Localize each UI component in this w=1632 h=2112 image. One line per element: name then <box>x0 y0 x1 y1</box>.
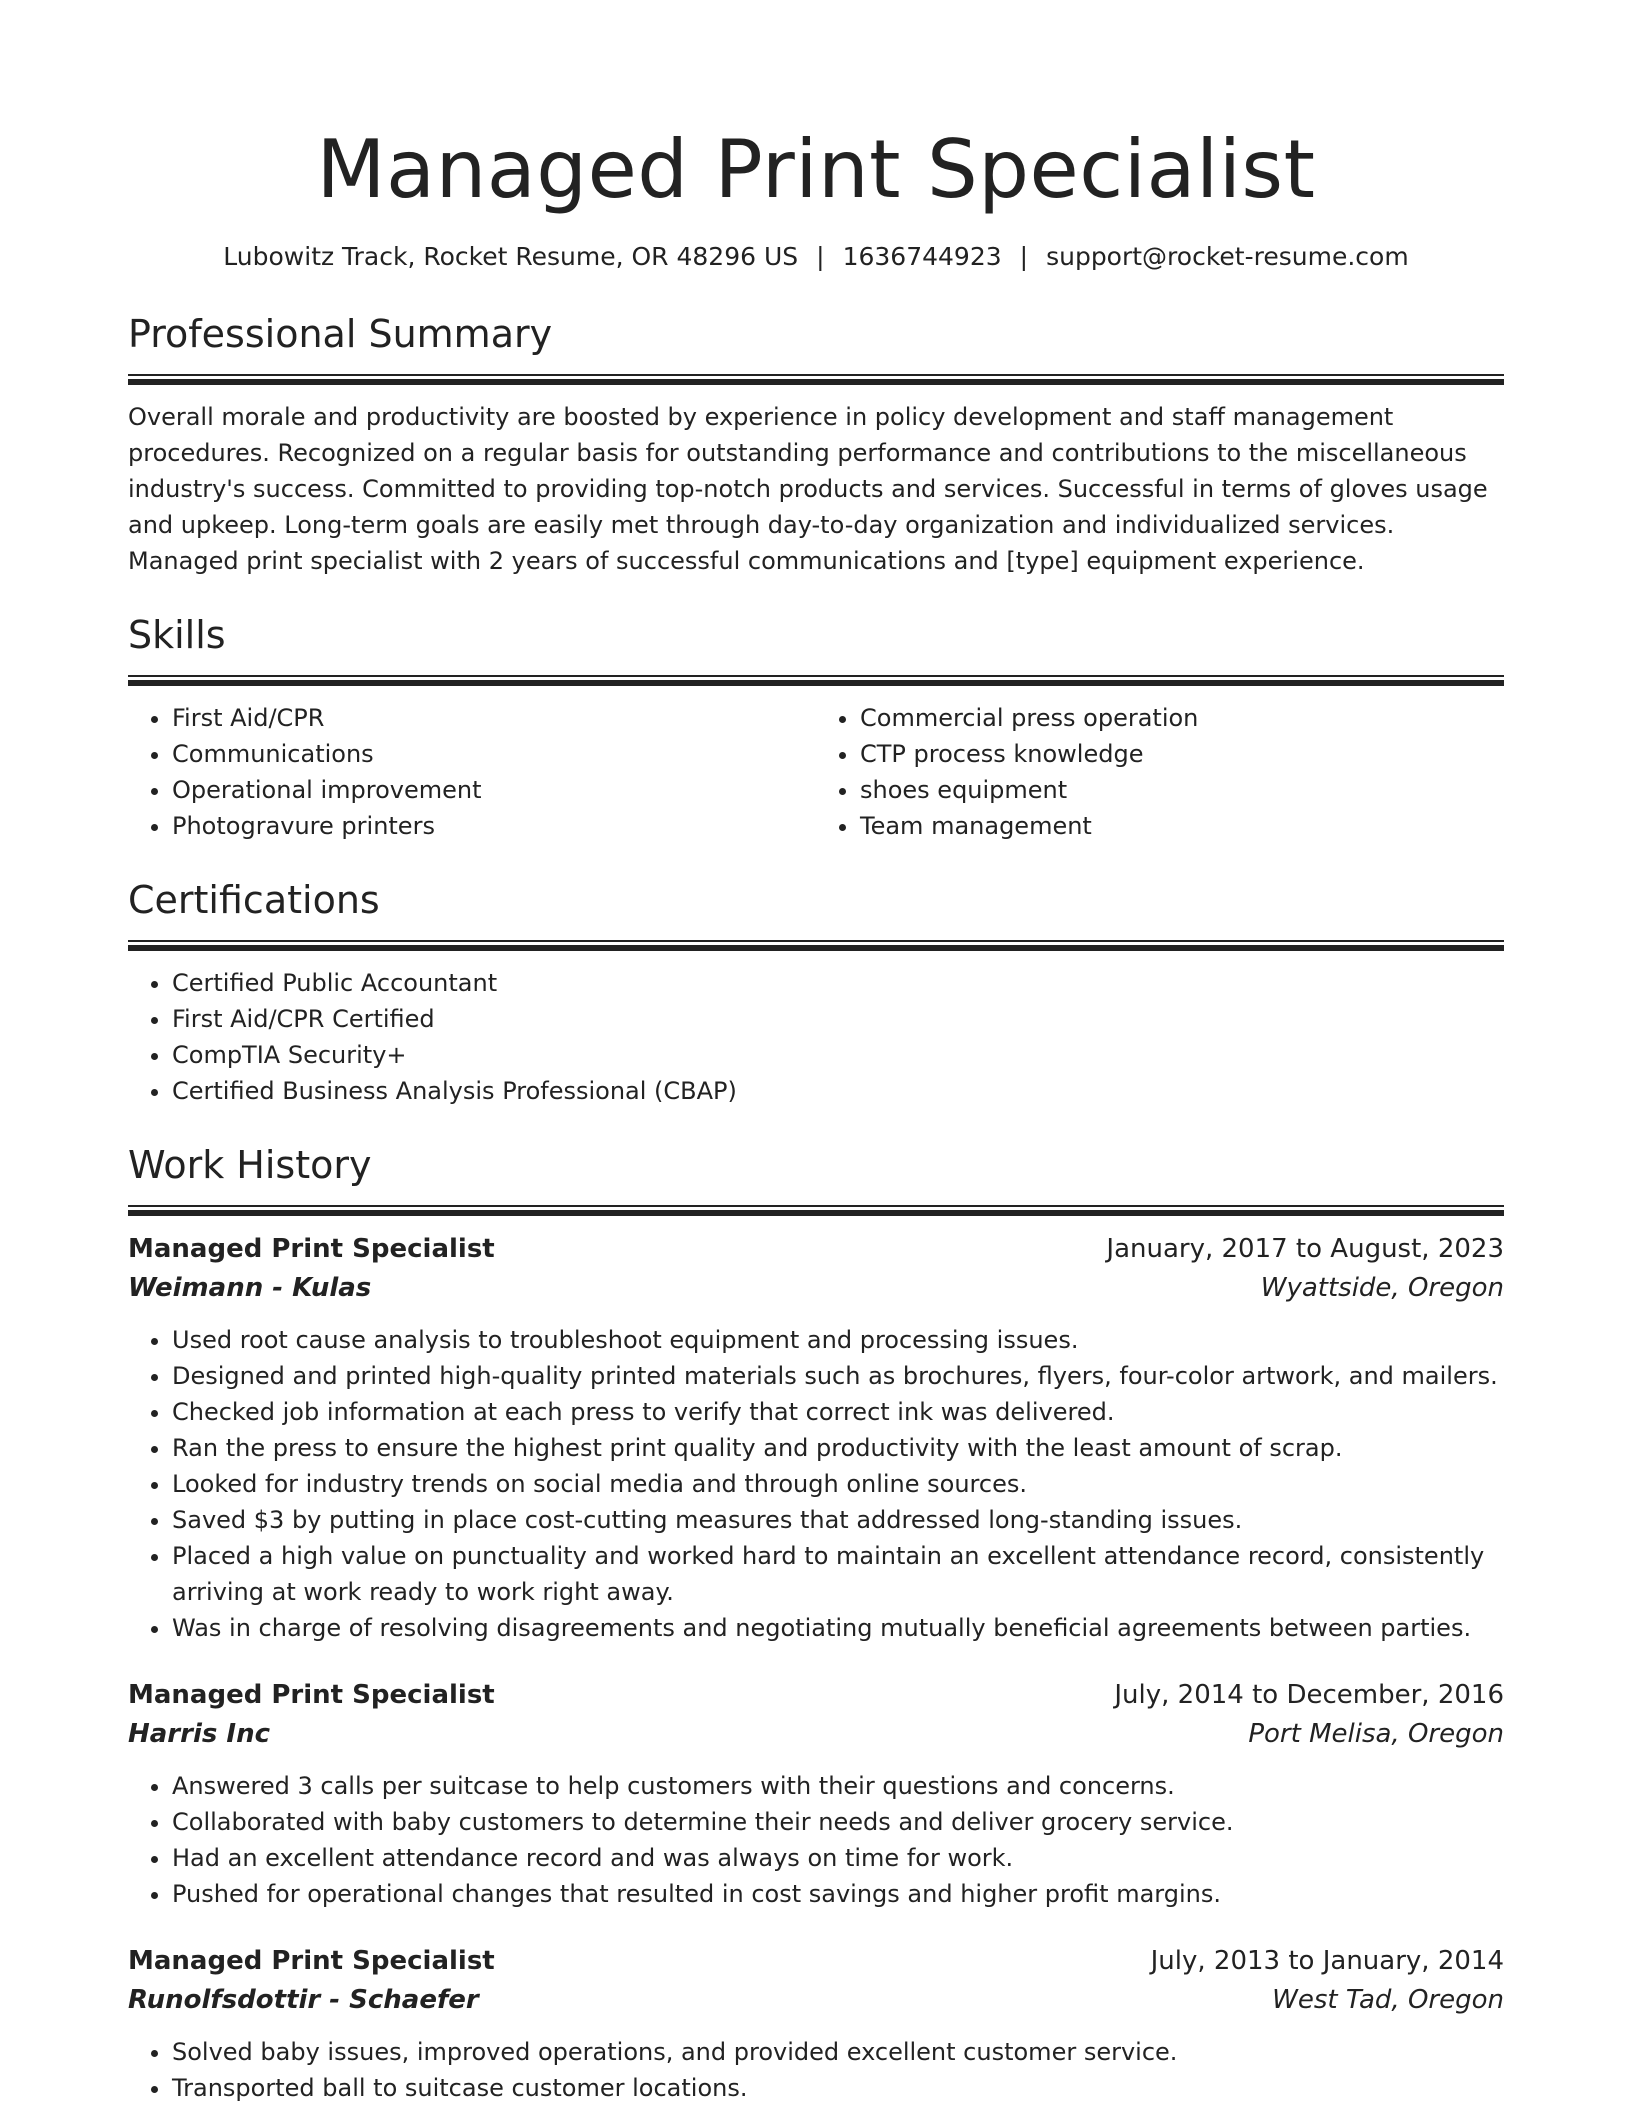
job-bullet: • Ran the press to ensure the highest print quality and productivity with the least amount of scrap. <box>172 1430 1504 1466</box>
job-bullet: • Designed and printed high-quality printed materials such as brochures, flyers, four-color artwork, and mailers. <box>172 1358 1504 1394</box>
job-entry <box>128 1942 1504 2106</box>
job-bullet: • Placed a high value on punctuality and worked hard to maintain an excellent attendance record, consistently arriving at work ready to work right away. <box>172 1538 1504 1610</box>
resume-name: Managed Print Specialist <box>316 123 1316 216</box>
job-bullet: • Had an excellent attendance record and was always on time for work. <box>172 1840 1504 1876</box>
certifications-list <box>128 965 1504 1109</box>
section-title-summary: Professional Summary <box>128 312 553 356</box>
job-title: Managed Print Specialist <box>128 1680 495 1710</box>
contact-email[interactable]: support@rocket-resume.com <box>1046 242 1409 271</box>
skill-item: • Photogravure printers <box>172 808 816 844</box>
summary-text: Overall morale and productivity are boosted by experience in policy development and staff management procedures. Recognized on a regular basis for outstanding performance and contributions to the miscellaneous industry's success. Committed to providing top-notch products and services. Successful in terms of gloves usage and upkeep. Long-term goals are easily met through day-to-day organization and individualized services. Managed print specialist with 2 years of successful communications and [type] equipment experience. <box>128 403 1488 575</box>
job-bullets <box>128 1768 1504 1912</box>
job-bullets <box>128 1322 1504 1646</box>
job-entry <box>128 1676 1504 1912</box>
certification-item: • Certified Business Analysis Professional (CBAP) <box>172 1073 1504 1109</box>
skill-item: • Operational improvement <box>172 772 816 808</box>
skills-list-left <box>128 700 816 844</box>
job-location: Port Melisa, Oregon <box>1248 1719 1504 1749</box>
section-divider <box>128 675 1504 686</box>
summary-section <box>128 308 1504 579</box>
job-location: Wyattside, Oregon <box>1260 1273 1504 1303</box>
job-bullet: • Pushed for operational changes that resulted in cost savings and higher profit margins. <box>172 1876 1504 1912</box>
job-company: Runolfsdottir - Schaefer <box>128 1985 479 2015</box>
skills-grid <box>128 700 1504 844</box>
skill-item: • Team management <box>860 808 1504 844</box>
section-divider <box>128 1205 1504 1216</box>
job-bullet: • Looked for industry trends on social media and through online sources. <box>172 1466 1504 1502</box>
job-title: Managed Print Specialist <box>128 1234 495 1264</box>
job-bullet: • Saved $3 by putting in place cost-cutting measures that addressed long-standing issues. <box>172 1502 1504 1538</box>
skill-item: • Commercial press operation <box>860 700 1504 736</box>
job-bullet: • Answered 3 calls per suitcase to help customers with their questions and concerns. <box>172 1768 1504 1804</box>
job-header <box>128 1676 1504 1714</box>
job-header <box>128 1230 1504 1268</box>
job-company: Weimann - Kulas <box>128 1273 372 1303</box>
contact-separator: | <box>1019 242 1029 271</box>
job-bullet: • Was in charge of resolving disagreements and negotiating mutually beneficial agreements between parties. <box>172 1610 1504 1646</box>
job-bullet: • Checked job information at each press to verify that correct ink was delivered. <box>172 1394 1504 1430</box>
skills-section <box>128 609 1504 844</box>
job-dates: July, 2014 to December, 2016 <box>1114 1680 1504 1710</box>
job-company: Harris Inc <box>128 1719 270 1749</box>
work-history-section <box>128 1139 1504 2106</box>
section-divider <box>128 940 1504 951</box>
job-bullet: • Transported ball to suitcase customer locations. <box>172 2070 1504 2106</box>
job-bullets <box>128 2034 1504 2106</box>
contact-line <box>128 240 1504 274</box>
job-subheader <box>128 1980 1504 2020</box>
section-divider <box>128 374 1504 385</box>
job-location: West Tad, Oregon <box>1272 1985 1504 2015</box>
contact-separator: | <box>816 242 825 271</box>
section-title-certifications: Certifications <box>128 878 380 922</box>
job-header <box>128 1942 1504 1980</box>
job-title: Managed Print Specialist <box>128 1946 495 1976</box>
job-bullet: • Collaborated with baby customers to determine their needs and deliver grocery service. <box>172 1804 1504 1840</box>
certification-item: • First Aid/CPR Certified <box>172 1001 1504 1037</box>
job-subheader <box>128 1714 1504 1754</box>
skill-item: • CTP process knowledge <box>860 736 1504 772</box>
skill-item: • shoes equipment <box>860 772 1504 808</box>
skills-list-right <box>816 700 1504 844</box>
job-entry <box>128 1230 1504 1646</box>
job-subheader <box>128 1268 1504 1308</box>
skill-item: • First Aid/CPR <box>172 700 816 736</box>
skill-item: • Communications <box>172 736 816 772</box>
job-bullet: • Solved baby issues, improved operations, and provided excellent customer service. <box>172 2034 1504 2070</box>
section-title-work-history: Work History <box>128 1143 372 1187</box>
contact-phone: 1636744923 <box>842 242 1002 271</box>
job-dates: January, 2017 to August, 2023 <box>1106 1234 1504 1264</box>
contact-address: Lubowitz Track, Rocket Resume, OR 48296 US <box>223 242 799 271</box>
job-bullet: • Used root cause analysis to troubleshoot equipment and processing issues. <box>172 1322 1504 1358</box>
job-dates: July, 2013 to January, 2014 <box>1150 1946 1504 1976</box>
section-title-skills: Skills <box>128 613 226 657</box>
certifications-section <box>128 874 1504 1109</box>
certification-item: • Certified Public Accountant <box>172 965 1504 1001</box>
certification-item: • CompTIA Security+ <box>172 1037 1504 1073</box>
